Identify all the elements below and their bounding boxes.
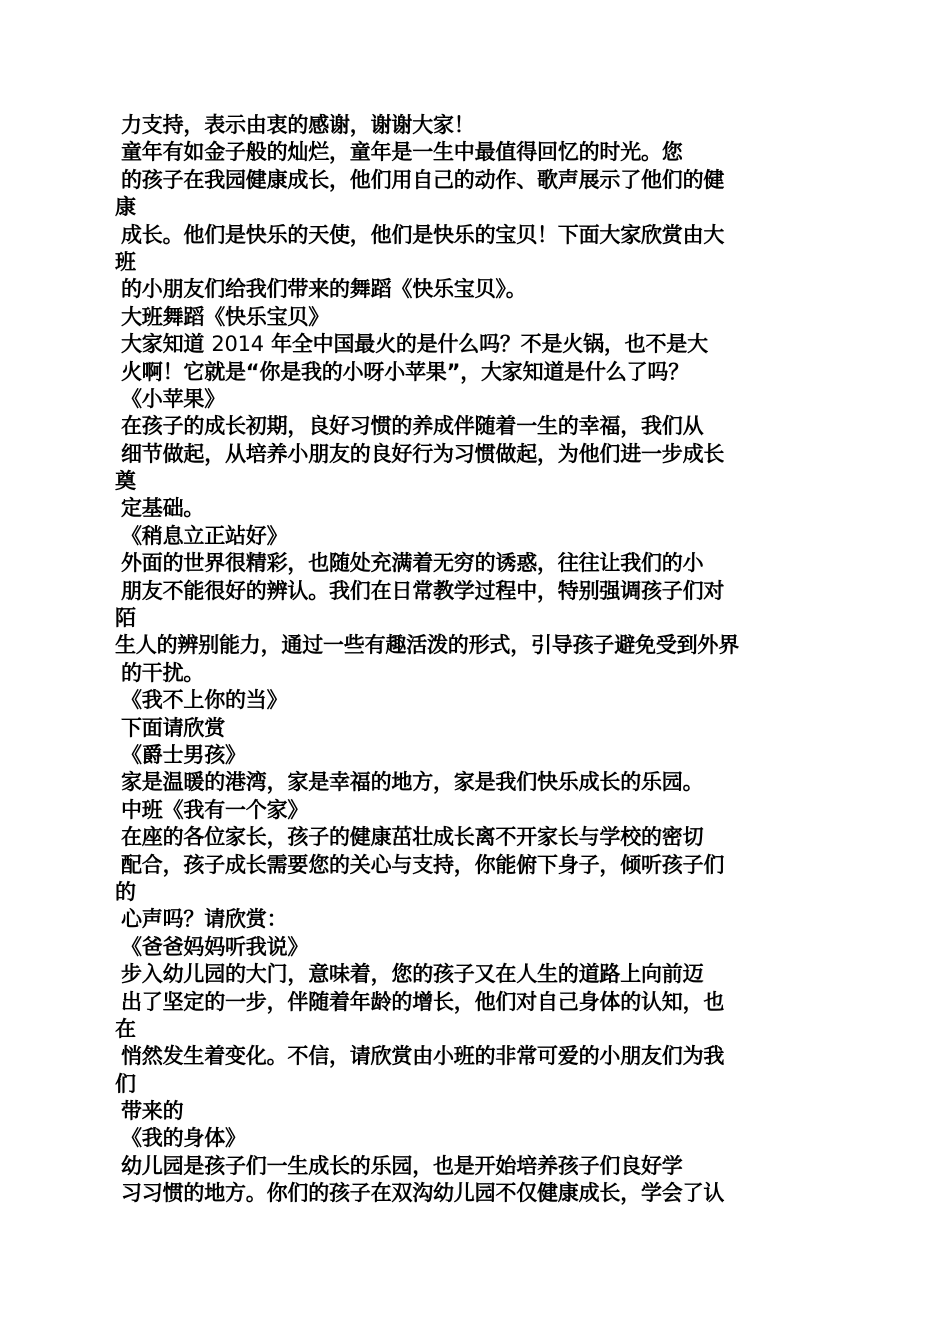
document-body	[115, 112, 845, 1208]
program-title: 《我的身体》	[121, 1126, 246, 1151]
paragraph-line: 成长。他们是快乐的天使，他们是快乐的宝贝！下面大家欣赏由大	[121, 222, 725, 247]
paragraph-line: 童年有如金子般的灿烂，童年是一生中最值得回忆的时光。您	[121, 140, 683, 165]
program-title: 《我不上你的当》	[121, 688, 288, 713]
paragraph-line: 班	[115, 249, 136, 274]
paragraph-line: 的干扰。	[121, 660, 205, 685]
paragraph-line: 心声吗？请欣赏：	[121, 907, 288, 932]
paragraph-line: 康	[115, 195, 136, 220]
paragraph-line: 陌	[115, 606, 136, 631]
paragraph-line: 下面请欣赏	[121, 715, 225, 740]
paragraph-line: 们	[115, 1071, 136, 1096]
program-title: 中班《我有一个家》	[121, 797, 309, 822]
paragraph-line: 火啊！它就是“你是我的小呀小苹果”，大家知道是什么了吗？	[121, 359, 690, 384]
line-suffix: 年全中国最火的是什么吗？不是火锅，也不是大	[263, 332, 708, 357]
paragraph-line: 朋友不能很好的辨认。我们在日常教学过程中，特别强调孩子们对	[121, 578, 725, 603]
paragraph-line: 带来的	[121, 1099, 184, 1124]
program-title: 《小苹果》	[121, 386, 225, 411]
paragraph-line	[115, 331, 845, 358]
paragraph-line: 幼儿园是孩子们一生成长的乐园，也是开始培养孩子们良好学	[121, 1153, 683, 1178]
paragraph-line: 家是温暖的港湾，家是幸福的地方，家是我们快乐成长的乐园。	[121, 770, 704, 795]
paragraph-line: 习习惯的地方。你们的孩子在双沟幼儿园不仅健康成长，学会了认	[121, 1181, 725, 1206]
program-title: 《爸爸妈妈听我说》	[121, 934, 309, 959]
paragraph-line: 出了坚定的一步，伴随着年龄的增长，他们对自己身体的认知，也	[121, 989, 725, 1014]
paragraph-line: 细节做起，从培养小朋友的良好行为习惯做起，为他们进一步成长	[121, 441, 725, 466]
paragraph-line: 外面的世界很精彩，也随处充满着无穷的诱惑，往往让我们的小	[121, 551, 704, 576]
paragraph-line: 在座的各位家长，孩子的健康茁壮成长离不开家长与学校的密切	[121, 825, 704, 850]
paragraph-line: 的	[115, 879, 136, 904]
paragraph-line: 在孩子的成长初期，良好习惯的养成伴随着一生的幸福，我们从	[121, 414, 704, 439]
program-title: 大班舞蹈《快乐宝贝》	[121, 304, 329, 329]
paragraph-line: 步入幼儿园的大门，意味着，您的孩子又在人生的道路上向前迈	[121, 962, 704, 987]
paragraph-line: 的孩子在我园健康成长，他们用自己的动作、歌声展示了他们的健	[121, 167, 725, 192]
paragraph-line: 奠	[115, 469, 136, 494]
line-prefix: 大家知道	[121, 332, 212, 357]
paragraph-line: 定基础。	[121, 496, 205, 521]
paragraph-line: 配合，孩子成长需要您的关心与支持，你能俯下身子，倾听孩子们	[121, 852, 725, 877]
paragraph-line: 力支持，表示由衷的感谢，谢谢大家！	[121, 113, 475, 137]
program-title: 《稍息立正站好》	[121, 523, 288, 548]
paragraph-line: 的小朋友们给我们带来的舞蹈《快乐宝贝》。	[121, 277, 527, 302]
program-title: 《爵士男孩》	[121, 742, 246, 767]
paragraph-line: 在	[115, 1016, 136, 1041]
year-number: 2014	[211, 332, 264, 357]
paragraph-line: 悄然发生着变化。不信，请欣赏由小班的非常可爱的小朋友们为我	[121, 1044, 725, 1069]
paragraph-line: 生人的辨别能力，通过一些有趣活泼的形式，引导孩子避免受到外界	[115, 633, 739, 658]
